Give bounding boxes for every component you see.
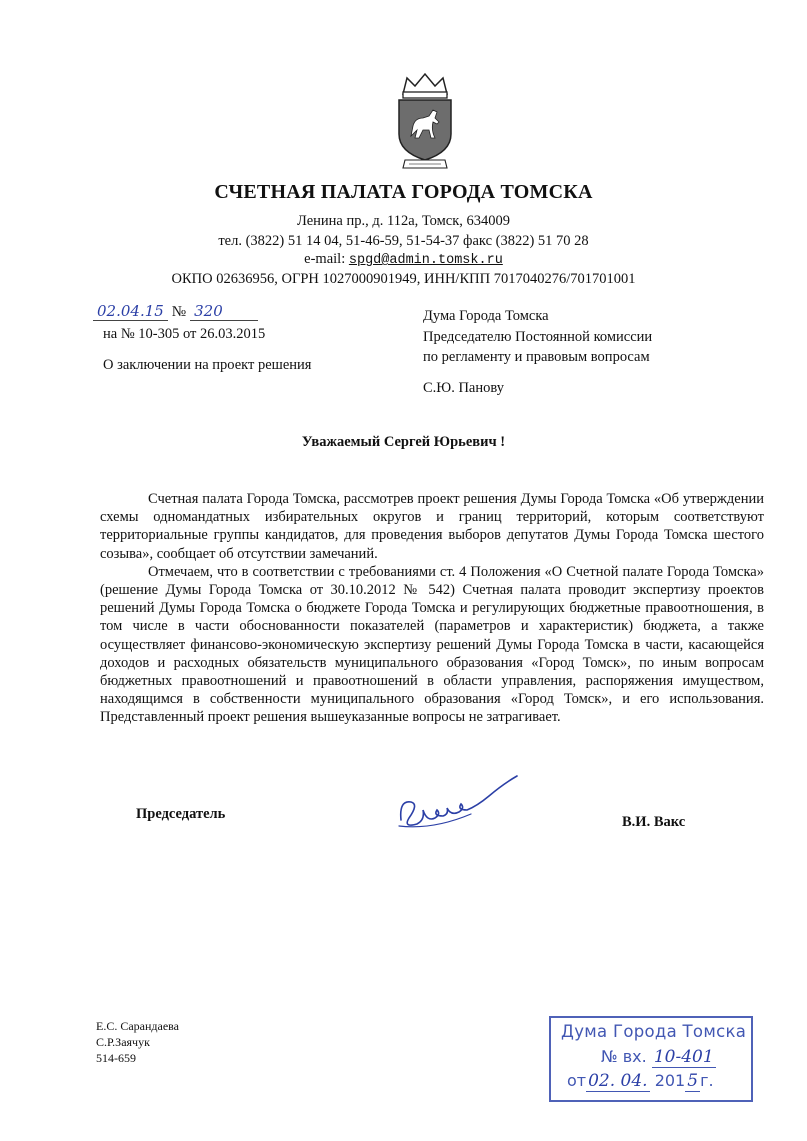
body-paragraph: Отмечаем, что в соответствии с требованиями ст. 4 Положения «О Счетной палате Города Томска» (решение Думы Города Томска от 30.10.2012 № 542) Счетная палата проводит экспертизу проектов решений Думы Города Томска о бюджете Города Томска и регулирующих бюджетные правоотношения, в том числе в части обоснованности показателей (параметров и характеристик) бюджета, а также осуществляет финансово-экономическую экспертизу решений Думы Города Томска в части, касающейся доходов и расходных обязательств муниципального образования «Город Томск», по иным вопросам бюджетных правоотношений и правоотношений в области управления, распоряжения имуществом, находящимся в собственности муниципального образования «Город Томск», и его использования. Представленный проект решения вышеуказанные вопросы не затрагивает. [100, 563, 764, 726]
stamp-number-line [601, 1047, 716, 1067]
stamp-date: 02. 04. [588, 1071, 648, 1091]
stamp-organization: Дума Города Томска [561, 1022, 747, 1041]
stamp-date-line [567, 1071, 714, 1091]
addressee-organization: Дума Города Томска [423, 308, 549, 324]
executor-phone: 514-659 [96, 1051, 136, 1065]
email-label: e-mail: [304, 251, 349, 267]
signatory-name: В.И. Вакс [622, 814, 686, 830]
organization-ids: ОКПО 02636956, ОГРН 1027000901949, ИНН/КПП 7017040276/701701001 [171, 271, 636, 287]
email-link[interactable]: spgd@admin.tomsk.ru [348, 253, 503, 268]
addressee-name: С.Ю. Панову [423, 379, 504, 396]
outgoing-number: 320 [190, 302, 258, 321]
addressee-position: Председателю Постоянной комиссии [423, 328, 653, 345]
outgoing-date: 02.04.15 [93, 302, 168, 321]
letter-subject: О заключении на проект решения [103, 357, 312, 373]
stamp-year-prefix: 201 [654, 1071, 686, 1090]
organization-address: Ленина пр., д. 112а, Томск, 634009 [296, 213, 511, 229]
outgoing-reference [93, 302, 258, 321]
number-sign: № [171, 304, 187, 320]
signatory-title: Председатель [136, 806, 226, 822]
stamp-number: 10-401 [653, 1047, 714, 1067]
incoming-stamp [549, 1016, 753, 1102]
coat-of-arms [385, 72, 465, 174]
addressee-position-cont: по регламенту и правовым вопросам [423, 349, 650, 365]
stamp-year-suffix: г. [700, 1071, 714, 1090]
handwritten-signature [393, 770, 523, 840]
salutation: Уважаемый Сергей Юрьевич ! [301, 434, 506, 450]
stamp-number-label: № вх. [601, 1047, 647, 1066]
organization-title: СЧЕТНАЯ ПАЛАТА ГОРОДА ТОМСКА [214, 181, 593, 203]
stamp-year-digit: 5 [687, 1071, 699, 1091]
reply-to-reference: на № 10-305 от 26.03.2015 [103, 326, 266, 342]
executor-name: С.Р.Заячук [96, 1035, 150, 1049]
letter-body [100, 490, 764, 727]
addressee-block [423, 306, 652, 398]
organization-email-line [0, 249, 807, 271]
body-paragraph: Счетная палата Города Томска, рассмотрев проект решения Думы Города Томска «Об утверждении схемы одномандатных избирательных округов и границ территорий, которым соответствуют территориальные группы кандидатов, для проведения выборов депутатов Думы Города Томска шестого созыва», сообщает об отсутствии замечаний. [100, 491, 764, 562]
organization-phones: тел. (3822) 51 14 04, 51-46-59, 51-54-37 факс (3822) 51 70 28 [218, 233, 589, 249]
executors-block [96, 1018, 179, 1066]
executor-name: Е.С. Сарандаева [96, 1019, 180, 1033]
stamp-date-label: от [567, 1071, 587, 1090]
